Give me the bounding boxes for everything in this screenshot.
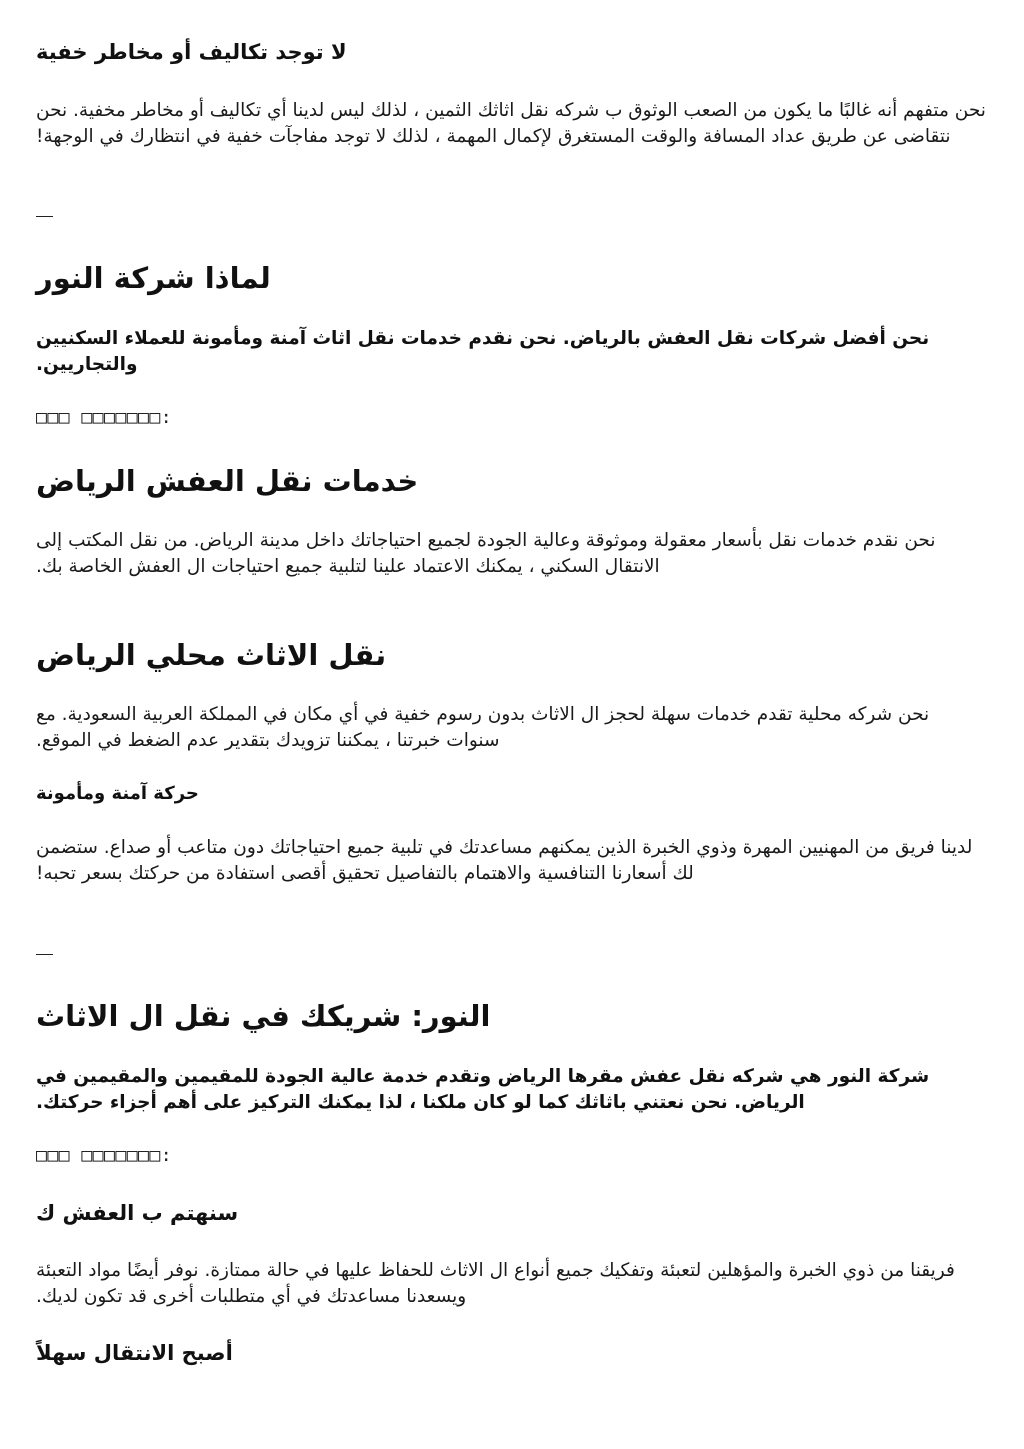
local-moving-paragraph: نحن شركه محلية تقدم خدمات سهلة لحجز ال الاثاث بدون رسوم خفية في أي مكان في المملكة العربية السعودية. مع سنوات خبرتنا ، يمكننا تزويدك بتقدير عدم الضغط في الموقع. [36, 704, 930, 751]
local-moving-heading: نقل الاثاث محلي الرياض [36, 638, 387, 672]
hidden-costs-heading: لا توجد تكاليف أو مخاطر خفية [36, 40, 347, 64]
riyadh-services-paragraph: نحن نقدم خدمات نقل بأسعار معقولة وموثوقة وعالية الجودة لجميع احتياجاتك داخل مدينة الرياض. من نقل المكتب إلى الانتقال السكني ، يمكنك الاعتماد علينا لتلبية جميع احتياجات ال العفش الخاصة بك. [36, 530, 936, 577]
care-heading: سنهتم ب العفش ك [36, 1201, 239, 1225]
care-paragraph: فريقنا من ذوي الخبرة والمؤهلين لتعبئة وتفكيك جميع أنواع ال الاثاث للحفاظ عليها في حالة ممتازة. نوفر أيضًا مواد التعبئة ويسعدنا مساعدتك في أي متطلبات أخرى قد تكون لديك. [36, 1260, 955, 1307]
unrendered-glyph-label: □□□ □□□□□□□: [36, 407, 173, 428]
safe-moving-paragraph: لدينا فريق من المهنيين المهرة وذوي الخبرة الذين يمكنهم مساعدتك في تلبية جميع احتياجاتك دون متاعب أو صداع. ستضمن لك أسعارنا التنافسية والاهتمام بالتفاصيل تحقيق أقصى استفادة من حركتك بسعر تحبه! [36, 837, 973, 884]
partner-heading: النور: شريكك في نقل ال الاثاث [36, 999, 491, 1033]
section-divider [36, 216, 53, 217]
hidden-costs-paragraph: نحن متفهم أنه غالبًا ما يكون من الصعب الوثوق ب شركه نقل اثاثك الثمين ، لذلك ليس لدينا أي تكاليف أو مخاطر مخفية. نحن نتقاضى عن طريق عداد المسافة والوقت المستغرق لإكمال المهمة ، لذلك لا توجد مفاجآت خفية في انتظارك في الوجهة! [36, 100, 986, 147]
why-alnoor-intro: نحن أفضل شركات نقل العفش بالرياض. نحن نقدم خدمات نقل اثاث آمنة ومأمونة للعملاء السكنيين والتجاريين. [36, 328, 930, 375]
section-divider [36, 954, 53, 955]
easy-moving-heading: أصبح الانتقال سهلاً [36, 1341, 233, 1365]
partner-intro: شركة النور هي شركه نقل عفش مقرها الرياض وتقدم خدمة عالية الجودة للمقيمين والمقيمين في الرياض. نحن نعتني باثاثك كما لو كان ملكنا ، لذا يمكنك التركيز على أهم أجزاء حركتك. [36, 1066, 930, 1113]
safe-moving-heading: حركة آمنة ومأمونة [36, 783, 199, 804]
unrendered-glyph-label: □□□ □□□□□□□: [36, 1145, 173, 1166]
why-alnoor-heading: لماذا شركة النور [36, 261, 271, 295]
riyadh-services-heading: خدمات نقل العفش الرياض [36, 464, 419, 498]
